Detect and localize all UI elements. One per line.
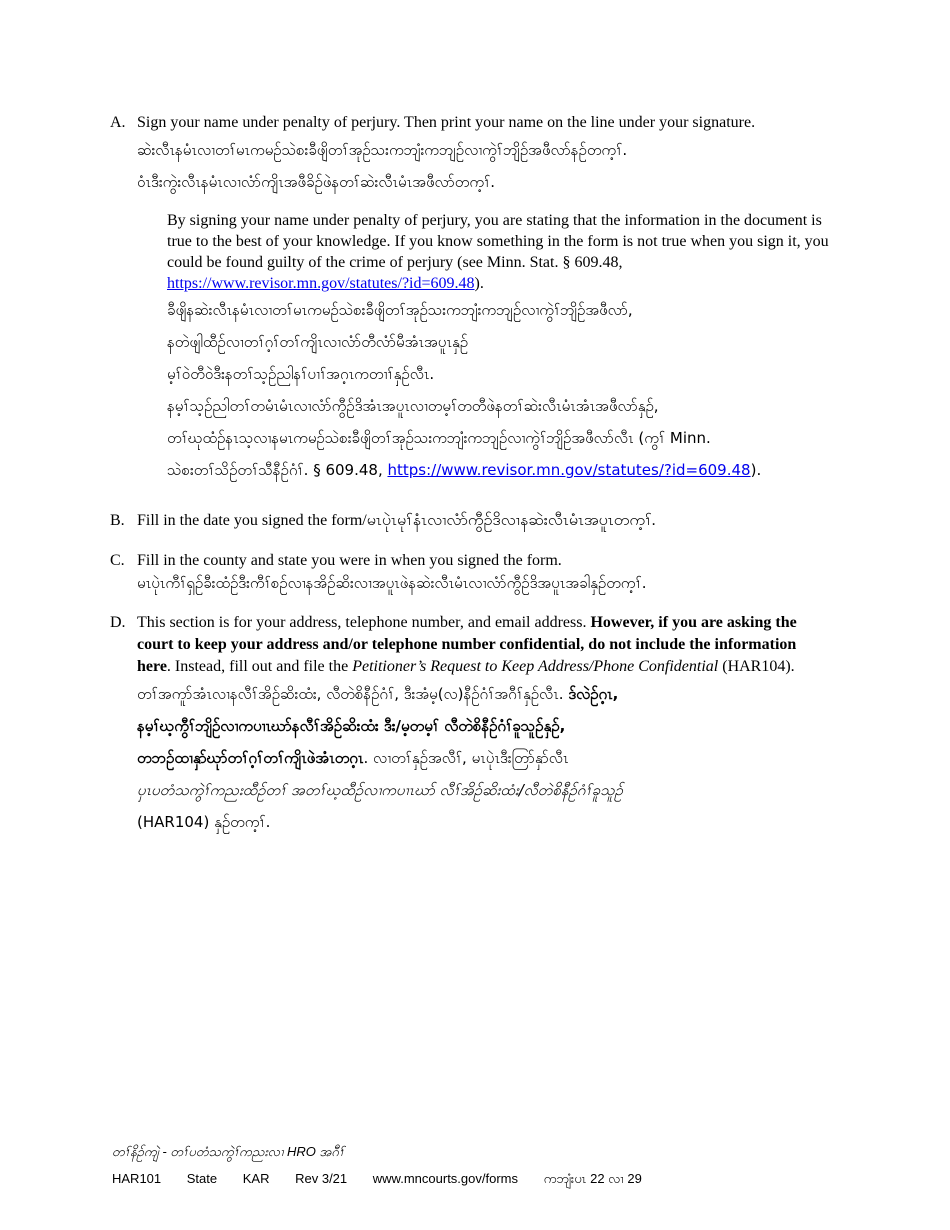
perjury-note-english	[167, 210, 830, 294]
d-text-3: (HAR104).	[718, 658, 795, 675]
instruction-d-karen-5: (HAR104) နှဉ်တက့ၢ်.	[137, 813, 271, 831]
instruction-a-english: Sign your name under penalty of perjury. Then print your name on the line under your signature.	[137, 114, 756, 131]
statute-link-karen[interactable]: https://www.revisor.mn.gov/statutes/?id=609.48	[387, 461, 751, 479]
form-reference: Petitioner’s Request to Keep Address/Phone Confidential	[352, 658, 719, 675]
note-karen-text: သဲစးတၢ်သိဉ်တၢ်သီနီဉ်ဂံၢ်. § 609.48,	[167, 461, 388, 479]
footer-language: KAR	[242, 1171, 270, 1186]
footer-title: တၢ်နိဉ်ကျဲ - တၢ်ပတံသကွဲၢ်ကညးလၢ HRO အဂီၢ်	[112, 1144, 345, 1159]
instruction-b	[110, 510, 830, 532]
page-footer	[112, 1144, 664, 1190]
perjury-note-karen-2: နတဲဖျါထီဉ်လၢတၢ်ဂ့ၢ်တၢ်ကျိၤလၢလံာ်တီလံာ်မီအံၤအပူၤနှဉ်	[167, 333, 469, 351]
item-letter: D.	[110, 614, 126, 631]
perjury-note-karen-5: တၢ်ဃုထံဉ်နၤသ့လၢနမၤကမဉ်သဲစးခီဖျိတၢ်အုဉ်သးကဘျံးကဘျဉ်လၢကွဲၢ်ဘျိဉ်အဖီလာ်လီၤ (ကွၢ် Minn.	[167, 429, 711, 447]
d-karen-text-3: . လၢတၢ်နှဉ်အလီၢ်, မၤပုဲၤဒီးတြာ်နှာ်လီၤ	[363, 749, 569, 767]
instruction-d-english	[137, 612, 830, 678]
instruction-d	[110, 612, 830, 838]
d-karen-bold-3: တဘဉ်ထၢနှာ်ဃုာ်တၢ်ဂ့ၢ်တၢ်ကျိၤဖဲအံၤတဂ့ၤ	[137, 749, 364, 767]
statute-link[interactable]: https://www.revisor.mn.gov/statutes/?id=609.48	[167, 275, 475, 292]
instruction-d-karen-4	[137, 774, 830, 806]
instruction-d-karen-2	[137, 710, 830, 742]
footer-website: www.mncourts.gov/forms	[372, 1171, 518, 1186]
footer-revision: Rev 3/21	[295, 1171, 348, 1186]
d-karen-bold-2: နမ့ၢ်ဃ့ကွီၢ်ဘျိဉ်လၢကပၢၤဃာ်နလီၢ်အိဉ်ဆိးထံး ဒီး/မ့တမ့ၢ် လီတဲစိနီဉ်ဂံၢ်ခူသူဉ်နှဉ်,	[137, 717, 566, 735]
instruction-a-karen-1: ဆဲးလီၤနမံၤလၢတၢ်မၤကမဉ်သဲစးခီဖျိတၢ်အုဉ်သးကဘျံးကဘျဉ်လၢကွဲၢ်ဘျိဉ်အဖီလာ်နဉ်တက့ၢ်.	[137, 141, 628, 159]
form-code: HAR101	[112, 1171, 162, 1186]
instruction-b-text: Fill in the date you signed the form/မၤပုဲၤမုၢ်နံၤလၢလံာ်ကွီဉ်ဒိလၢနဆဲးလီၤမံၤအပူၤတက့ၢ်.	[137, 512, 656, 529]
instruction-c-karen: မၤပုဲၤကီၢ်ရှဉ်ခီးထံဉ်ဒီးကီၢ်စဉ်လၢနအိဉ်ဆိးလၢအပူၤဖဲနဆဲးလီၤမံၤလၢလံာ်ကွီဉ်ဒိအပူၤအခါနှဉ်တက့ၢ်.	[137, 574, 647, 592]
perjury-note-karen-3: မ့ၢ်ဝဲတီဝဲဒီးနတၢ်သ့ဉ်ညါနၢ်ပၢၢ်အဂ့ၤကတၢၢ်နှဉ်လီၤ.	[167, 365, 435, 383]
instruction-a	[110, 112, 830, 492]
perjury-note	[167, 210, 830, 486]
d-text-1: This section is for your address, telephone number, and email address.	[137, 614, 591, 631]
perjury-note-karen-6	[167, 454, 830, 486]
footer-page-number: ကဘျံးပၤ 22 လၢ 29	[543, 1171, 642, 1186]
instructions-list	[110, 112, 830, 856]
instruction-d-karen-3	[137, 742, 830, 774]
item-letter: B.	[110, 512, 125, 529]
instruction-a-karen-2: ဝံၤဒီးကွဲးလီၤနမံၤလၢလံာ်ကျိၤအဖီခိဉ်ဖဲနတၢ်ဆဲးလီၤမံၤအဖီလာ်တက့ၢ်.	[137, 173, 496, 191]
instruction-c-english: Fill in the county and state you were in when you signed the form.	[137, 552, 562, 569]
instruction-c	[110, 550, 830, 594]
d-karen-bold: ဒ်လဲဉ်ဂ့ၤ,	[568, 685, 619, 703]
d-karen-text: တၢ်အကူာ်အံၤလၢနလီၢ်အိဉ်ဆိးထံး, လီတဲစိနီဉ်ဂံၢ်, ဒီးအံမ့(လ)နီဉ်ဂံၢ်အဂီၢ်နှဉ်လီၤ.	[137, 685, 569, 703]
item-letter: C.	[110, 552, 125, 569]
footer-state: State	[186, 1171, 218, 1186]
perjury-note-karen-1: ခီဖျိနဆဲးလီၤနမံၤလၢတၢ်မၤကမဉ်သဲစးခီဖျိတၢ်အုဉ်သးကဘျံးကဘျဉ်လၢကွဲၢ်ဘျိဉ်အဖီလာ်,	[167, 301, 633, 319]
item-letter: A.	[110, 114, 126, 131]
note-karen-text-end: ).	[750, 461, 762, 479]
note-text-end: ).	[474, 275, 484, 292]
perjury-note-karen-4: နမ့ၢ်သ့ဉ်ညါတၢ်တမံၤမံၤလၢလံာ်ကွီဉ်ဒိအံၤအပူၤလၢတမ့ၢ်တတီဖဲနတၢ်ဆဲးလီၤမံၤအံၤအဖီလာ်နှဉ်,	[167, 397, 659, 415]
footer-codes	[112, 1171, 664, 1190]
d-karen-form-reference: ပှၤပတံသကွဲၢ်ကညးထီဉ်တၢ် အတၢ်ဃ့ထီဉ်လၢကပၢၤဃာ် လီၢ်အိဉ်ဆိးထံး/လီတဲစိနီဉ်ဂံၢ်ခူသူဉ်	[137, 781, 624, 799]
d-text-2: . Instead, fill out and file the	[166, 658, 353, 675]
note-text: By signing your name under penalty of perjury, you are stating that the information in the document is true to the best of your knowledge. If you know something in the form is not true when you sign it, you could be found guilty of the crime of perjury (see Minn. Stat. § 609.48,	[167, 212, 829, 271]
instruction-d-karen-1	[137, 678, 830, 710]
d-text-bold: However, if you are asking the court to keep your address and/or telephone number confidential, do not include the information here	[137, 614, 797, 675]
